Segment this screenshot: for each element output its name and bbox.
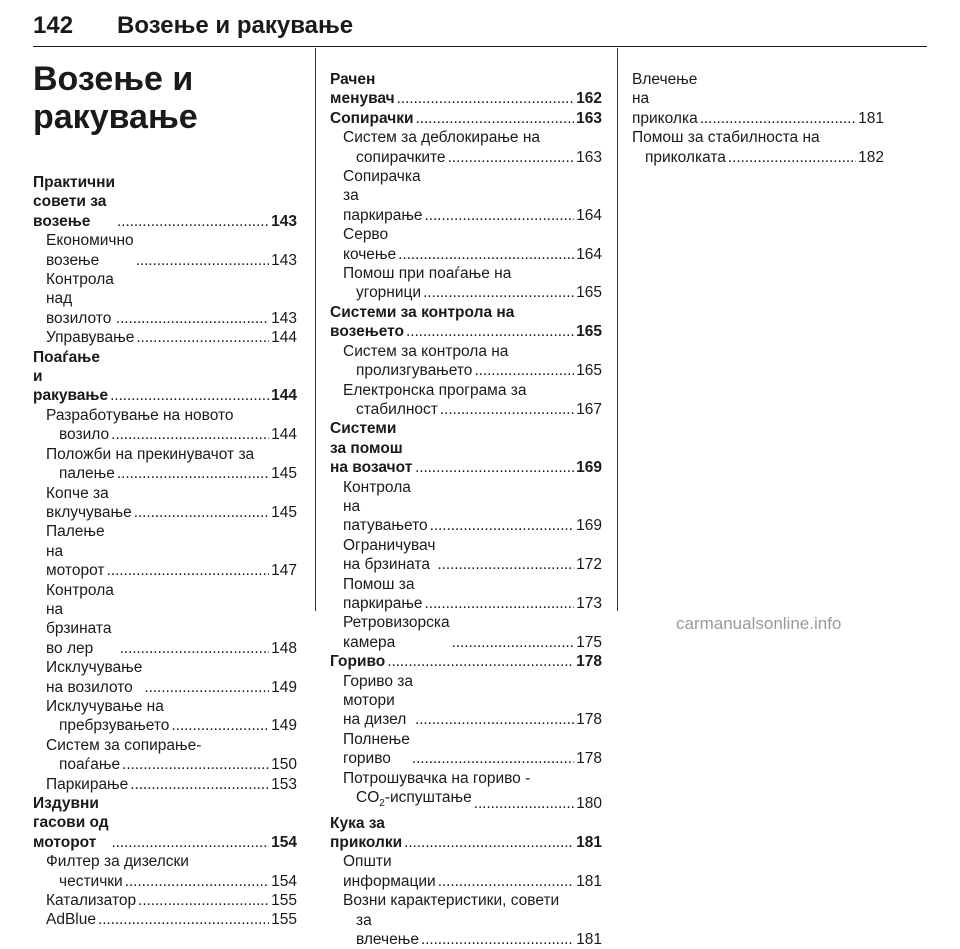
toc-entry[interactable]: за влечење . . . 181: [330, 911, 602, 949]
toc-heading[interactable]: Кука за приколки . . . 181: [330, 814, 602, 853]
toc-entry[interactable]: Општи информации . . . 181: [330, 852, 602, 891]
toc-entry[interactable]: Контрола на патувањето . . . 169: [330, 478, 602, 536]
toc-entry-line[interactable]: Возни карактеристики, совети: [343, 892, 560, 910]
toc-entry[interactable]: приколката . . . 182: [632, 148, 884, 167]
toc-entry[interactable]: Ретровизорска камера . . . 175: [330, 613, 602, 652]
co2-subscript: 2: [379, 798, 385, 810]
toc-entry[interactable]: сопирачките . . . 163: [330, 148, 602, 167]
toc-entry[interactable]: пролизгувањето . . . 165: [330, 361, 602, 380]
toc-entry[interactable]: честички . . . 154: [33, 872, 297, 891]
toc-entry[interactable]: Помош за паркирање . . . 173: [330, 575, 602, 614]
column-divider: [617, 48, 618, 611]
toc-entry[interactable]: Копче за вклучување . . . 145: [33, 484, 297, 523]
toc-heading[interactable]: Сопирачки . . . 163: [330, 109, 602, 128]
section-title: [33, 60, 303, 136]
toc-heading[interactable]: возењето . . . 165: [330, 322, 602, 341]
co2-suffix: -испуштање: [384, 789, 472, 807]
toc-entry[interactable]: Гориво за мотори на дизел . . . 178: [330, 672, 602, 730]
toc-entry[interactable]: Сопирачка за паркирање . . . 164: [330, 167, 602, 225]
toc-entry[interactable]: Серво кочење . . . 164: [330, 225, 602, 264]
toc-entry-line[interactable]: Разработување на новото: [46, 406, 234, 424]
toc-entry-line[interactable]: Систем за контрола на: [343, 342, 509, 360]
section-title-line: Возење и: [33, 60, 194, 98]
toc-entry[interactable]: Исклучување на возилото . . . 149: [33, 658, 297, 697]
toc-entry[interactable]: возило . . . 144: [33, 425, 297, 444]
toc-heading[interactable]: Рачен менувач . . . 162: [330, 70, 602, 109]
toc-column-3: [632, 70, 884, 167]
toc-entry-line[interactable]: Филтер за дизелски: [46, 853, 189, 871]
toc-entry[interactable]: стабилност . . . 167: [330, 400, 602, 419]
co2-formula: CO: [356, 789, 380, 807]
toc-heading[interactable]: Практични совети за возење . . . 143: [33, 173, 297, 231]
toc-column-1: [33, 173, 297, 930]
running-title: Возење и ракување: [117, 12, 354, 39]
toc-heading-line[interactable]: Системи за контрола на: [330, 303, 515, 321]
toc-heading[interactable]: Поаѓање и ракување . . . 144: [33, 348, 297, 406]
toc-entry[interactable]: Палење на моторот . . . 147: [33, 522, 297, 580]
toc-entry-line[interactable]: Помош за стабилноста на: [632, 129, 820, 147]
toc-entry-line[interactable]: Електронска програма за: [343, 381, 527, 399]
toc-entry[interactable]: Економично возење . . . 143: [33, 231, 297, 270]
toc-entry[interactable]: Контрола на брзината во лер . . . 148: [33, 581, 297, 659]
toc-entry[interactable]: Полнење гориво . . . 178: [330, 730, 602, 769]
toc-entry[interactable]: $CO_2$-испуштање . . . 180: [330, 788, 602, 814]
toc-entry-line[interactable]: Систем за сопирање-: [46, 736, 202, 754]
toc-entry-line[interactable]: Систем за деблокирање на: [343, 129, 541, 147]
toc-entry[interactable]: Катализатор . . . 155: [33, 891, 297, 910]
toc-heading[interactable]: Системи за помош на возачот . . . 169: [330, 419, 602, 477]
toc-entry-line[interactable]: Помош при поаѓање на: [343, 265, 512, 283]
toc-entry[interactable]: поаѓање . . . 150: [33, 755, 297, 774]
toc-entry[interactable]: Влечење на приколка . . . 181: [632, 70, 884, 128]
toc-entry-line[interactable]: Исклучување на: [46, 697, 164, 715]
toc-entry[interactable]: Паркирање . . . 153: [33, 775, 297, 794]
toc-entry[interactable]: Управување . . . 144: [33, 328, 297, 347]
toc-entry-line[interactable]: Положби на прекинувачот за: [46, 445, 255, 463]
toc-heading[interactable]: Гориво . . . 178: [330, 652, 602, 671]
toc-entry[interactable]: палење . . . 145: [33, 464, 297, 483]
column-divider: [315, 48, 316, 611]
page-header: [33, 6, 927, 47]
section-title-line: ракување: [33, 98, 198, 136]
toc-heading[interactable]: Издувни гасови од моторот . . . 154: [33, 794, 297, 852]
watermark: carmanualsonline.info: [676, 614, 842, 633]
toc-entry[interactable]: угорници . . . 165: [330, 283, 602, 302]
toc-entry[interactable]: Ограничувач на брзината . . . 172: [330, 536, 602, 575]
toc-entry[interactable]: Контрола над возилото . . . 143: [33, 270, 297, 328]
page-number: 142: [33, 12, 74, 39]
toc-entry[interactable]: пребрзувањето . . . 149: [33, 716, 297, 735]
toc-entry-line[interactable]: Потрошувачка на гориво -: [343, 769, 531, 787]
toc-column-2: [330, 70, 602, 949]
toc-entry[interactable]: AdBlue . . . 155: [33, 910, 297, 929]
